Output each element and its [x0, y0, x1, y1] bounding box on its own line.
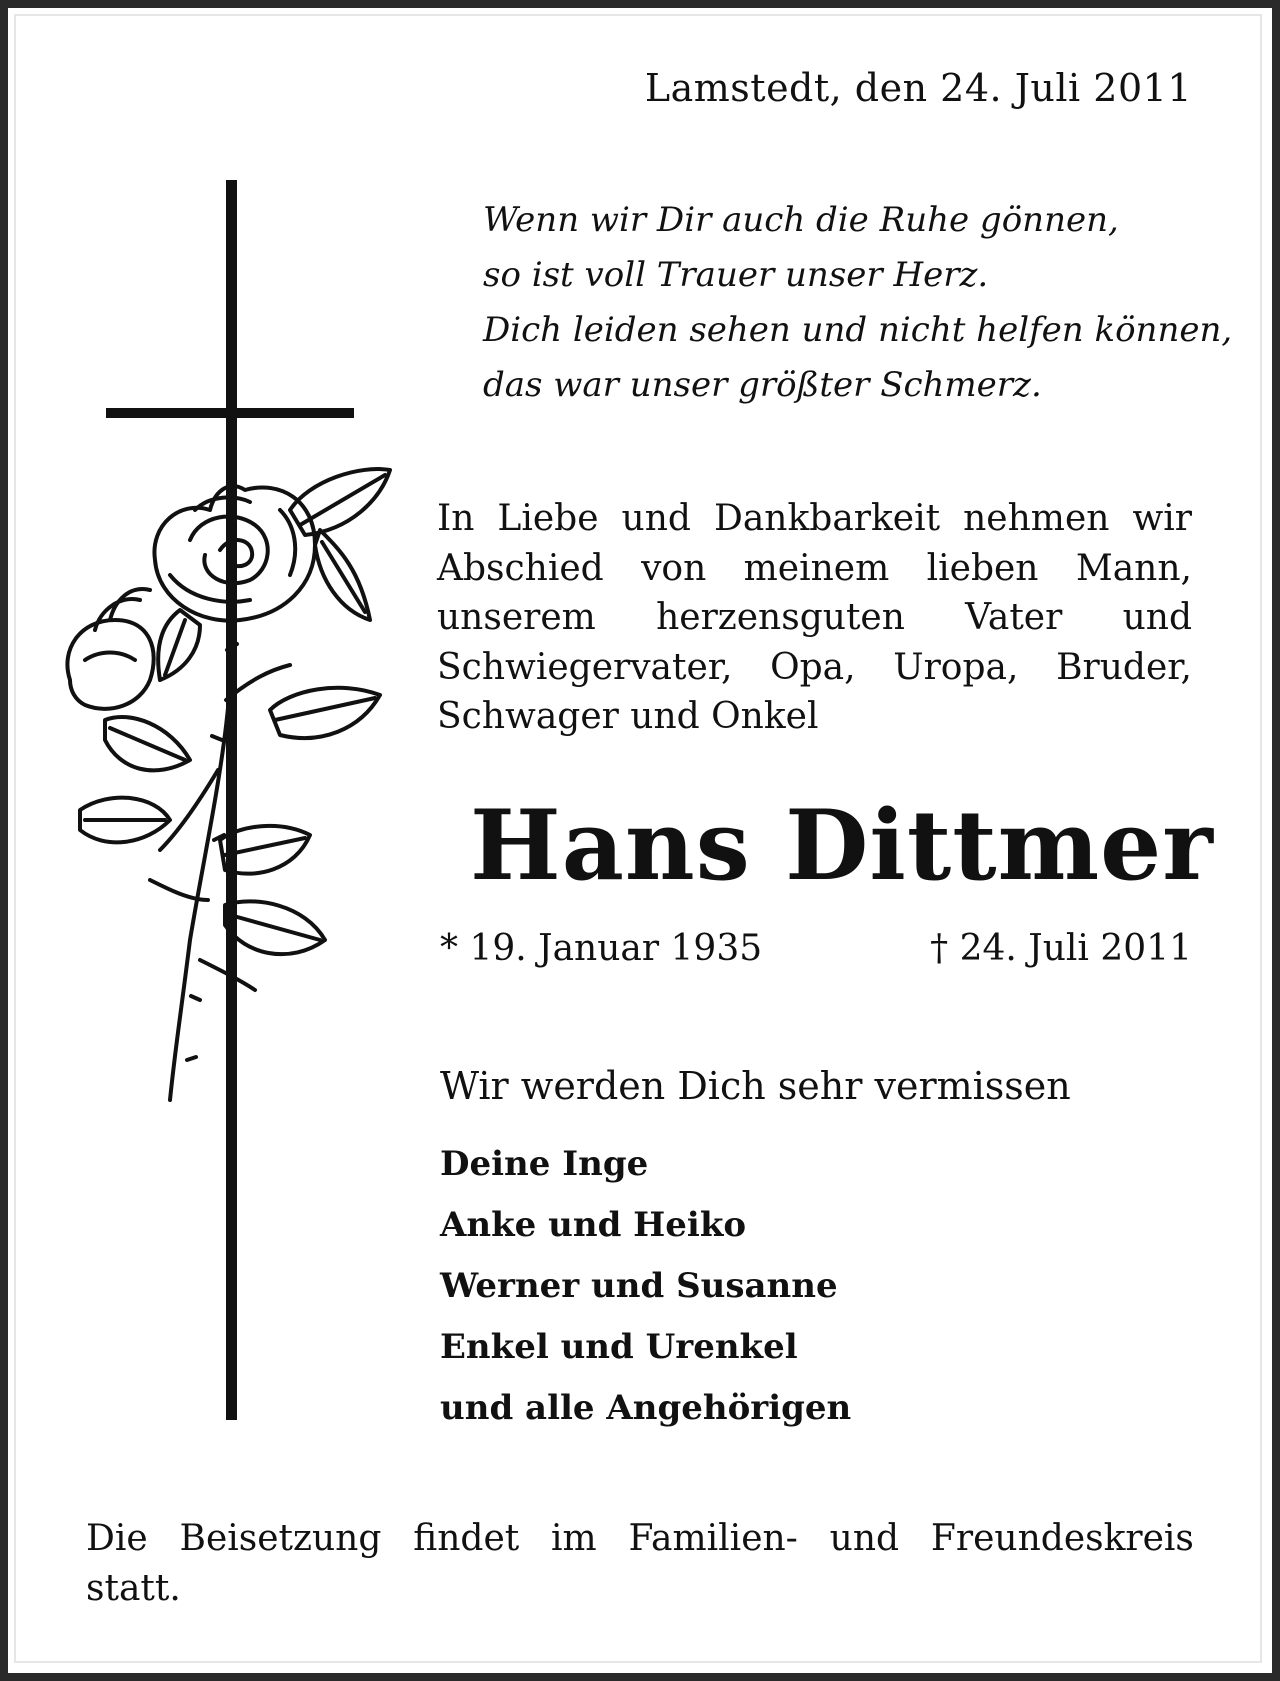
rose-leaf — [158, 610, 200, 680]
mourners-list — [440, 1134, 851, 1439]
intro-word: Abschied — [437, 547, 604, 589]
intro-line — [437, 544, 1192, 594]
intro-text — [437, 494, 1192, 742]
mourner-line: Werner und Susanne — [440, 1266, 838, 1306]
mourner-line: Deine Inge — [440, 1144, 649, 1184]
intro-word: und — [621, 498, 691, 539]
burial-word: und — [829, 1518, 900, 1559]
intro-word: herzensguten — [656, 597, 905, 638]
burial-notice — [86, 1514, 1194, 1614]
cross-horizontal — [106, 408, 354, 418]
cross-rose-icon — [40, 180, 420, 1420]
intro-word: meinem — [743, 547, 890, 589]
poem — [483, 193, 1233, 413]
intro-line — [437, 643, 1192, 693]
intro-word: Dankbarkeit — [713, 498, 941, 539]
cross-vertical — [226, 180, 237, 1420]
burial-word: Freundeskreis — [930, 1518, 1194, 1559]
intro-word: und — [1122, 597, 1192, 638]
intro-word: Vater — [965, 597, 1063, 638]
intro-word: von — [641, 547, 707, 589]
intro-line — [437, 494, 1192, 544]
poem-line: Dich leiden sehen und nicht helfen können, — [483, 310, 1233, 350]
intro-word: Opa, — [770, 646, 856, 688]
burial-notice-line — [86, 1514, 1194, 1564]
death-date: † 24. Juli 2011 — [930, 928, 1192, 969]
intro-word: wir — [1132, 498, 1192, 539]
mourner-line: und alle Angehörigen — [440, 1388, 852, 1428]
intro-word: nehmen — [963, 498, 1110, 539]
burial-notice-line: statt. — [86, 1568, 181, 1609]
burial-word: Beisetzung — [179, 1518, 382, 1559]
poem-line: das war unser größter Schmerz. — [483, 365, 1042, 405]
mourner-line: Enkel und Urenkel — [440, 1327, 798, 1367]
intro-word: unserem — [437, 597, 596, 638]
dateline: Lamstedt, den 24. Juli 2011 — [644, 66, 1192, 110]
deceased-name: Hans Dittmer — [470, 789, 1214, 902]
poem-line: so ist voll Trauer unser Herz. — [483, 255, 989, 295]
intro-line — [437, 593, 1192, 643]
birth-date: * 19. Januar 1935 — [440, 928, 763, 969]
intro-line: Schwager und Onkel — [437, 696, 819, 737]
intro-word: Mann, — [1075, 547, 1192, 589]
intro-word: lieben — [926, 547, 1039, 589]
burial-word: findet — [413, 1518, 520, 1559]
intro-word: In — [437, 498, 475, 539]
intro-word: Liebe — [497, 498, 599, 539]
farewell-text: Wir werden Dich sehr vermissen — [440, 1064, 1071, 1108]
intro-word: Schwiegervater, — [437, 646, 733, 688]
burial-word: im — [551, 1518, 597, 1559]
intro-word: Uropa, — [893, 646, 1019, 688]
burial-word: Familien- — [628, 1518, 798, 1559]
mourner-line: Anke und Heiko — [440, 1205, 747, 1245]
rose-bud — [67, 620, 153, 709]
poem-line: Wenn wir Dir auch die Ruhe gönnen, — [483, 200, 1119, 240]
burial-word: Die — [86, 1518, 148, 1559]
rose-leaf — [270, 688, 380, 738]
intro-word: Bruder, — [1056, 646, 1192, 688]
